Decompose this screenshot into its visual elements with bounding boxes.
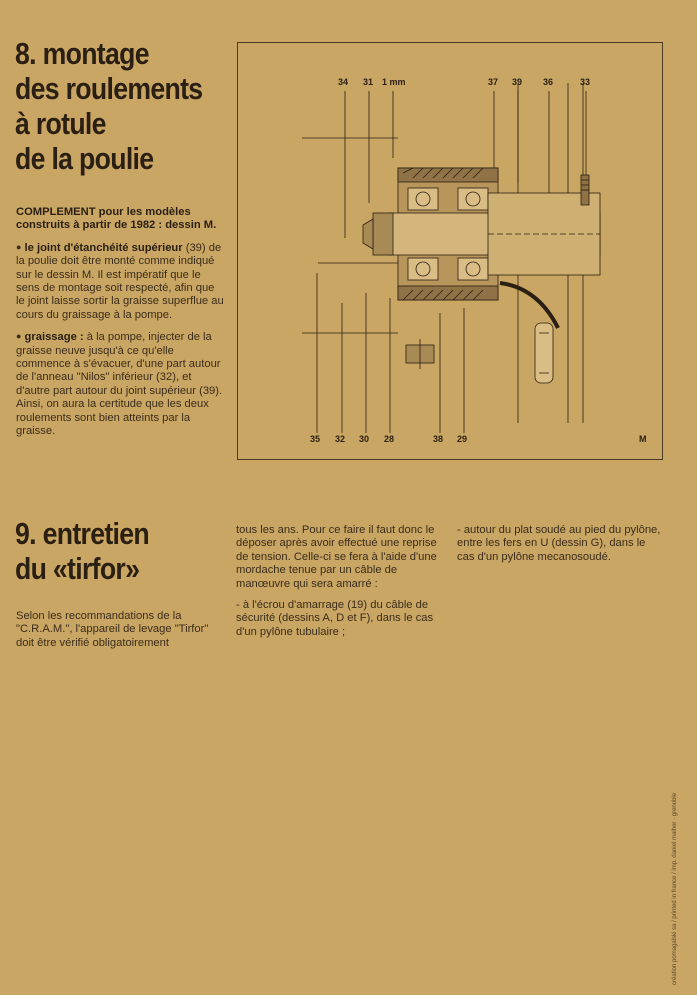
section-8-title: [15, 36, 239, 176]
bullet-joint-heading: le joint d'étanchéité supérieur: [24, 241, 183, 254]
title-line: 9. entretien: [15, 516, 149, 551]
callout-33: 33: [580, 77, 591, 87]
paragraph: - à l'écrou d'amarrage (19) du câble de sécurité (dessins A, D et F), dans le cas d'un pylône tubulaire ;: [236, 599, 434, 638]
title-line: à rotule: [15, 106, 106, 141]
callout-29: 29: [457, 434, 468, 444]
callout-1mm: 1 mm: [382, 77, 406, 87]
bullet-dot-icon: ●: [16, 241, 22, 252]
section-9-column-1: [16, 610, 226, 658]
section-9-column-3: [457, 524, 662, 572]
complement-note: COMPLEMENT pour les modèles construits à partir de 1982 : dessin M.: [16, 206, 217, 232]
callout-35: 35: [310, 434, 321, 444]
drawing-letter: M: [639, 434, 647, 444]
callout-30: 30: [359, 434, 370, 444]
bearing-assembly-drawing: [238, 43, 662, 459]
callout-37: 37: [488, 77, 499, 87]
callout-36: 36: [543, 77, 554, 87]
title-line: 8. montage: [15, 36, 149, 71]
technical-drawing-m: [237, 42, 663, 460]
bullet-joint: [16, 241, 226, 322]
title-line: du «tirfor»: [15, 551, 140, 586]
bullet-graissage-text: à la pompe, injecter de la graisse neuve jusqu'à ce qu'elle commence à s'évacuer, d'une part autour de l'anneau "Nilos" inférieur (32), et d'autre part autour du joint supérieur (39). Ainsi, on aura la certitude que les deux roulements sont bien atteints par la graisse.: [16, 331, 223, 438]
callout-28: 28: [384, 434, 395, 444]
paragraph: tous les ans. Pour ce faire il faut donc le déposer après avoir effectué une reprise de tension. Celle-ci se fera à l'aide d'une mordache tenue par un câble de manœuvre qui sera amarré :: [236, 524, 437, 590]
callout-38: 38: [433, 434, 444, 444]
section-9-column-2: [236, 524, 451, 647]
callout-34: 34: [338, 77, 349, 87]
title-line: de la poulie: [15, 141, 154, 176]
callout-39: 39: [512, 77, 523, 87]
printer-credit: création pomagalski sa / printed in france / imp. daniel malher · grenoble: [672, 792, 678, 985]
paragraph: Selon les recommandations de la "C.R.A.M.", l'appareil de levage "Tirfor" doit être vérifié obligatoirement: [16, 610, 209, 649]
section-8-body: [16, 206, 226, 447]
bullet-dot-icon: ●: [16, 331, 22, 342]
callout-31: 31: [363, 77, 374, 87]
bullet-graissage-heading: graissage :: [24, 331, 84, 344]
callout-32: 32: [335, 434, 346, 444]
bullet-graissage: [16, 330, 226, 438]
paragraph: - autour du plat soudé au pied du pylône, entre les fers en U (dessin G), dans le cas d'un pylône mecanosoudé.: [457, 524, 661, 563]
bullet-joint-text: (39) de la poulie doit être monté comme indiqué sur le dessin M. Il est impératif que le sens de montage soit respecté, afin que le joint laisse sortir la graisse superflue au cours du graissage à la pompe.: [16, 241, 224, 321]
section-9-title: [15, 516, 239, 586]
title-line: des roulements: [15, 71, 203, 106]
